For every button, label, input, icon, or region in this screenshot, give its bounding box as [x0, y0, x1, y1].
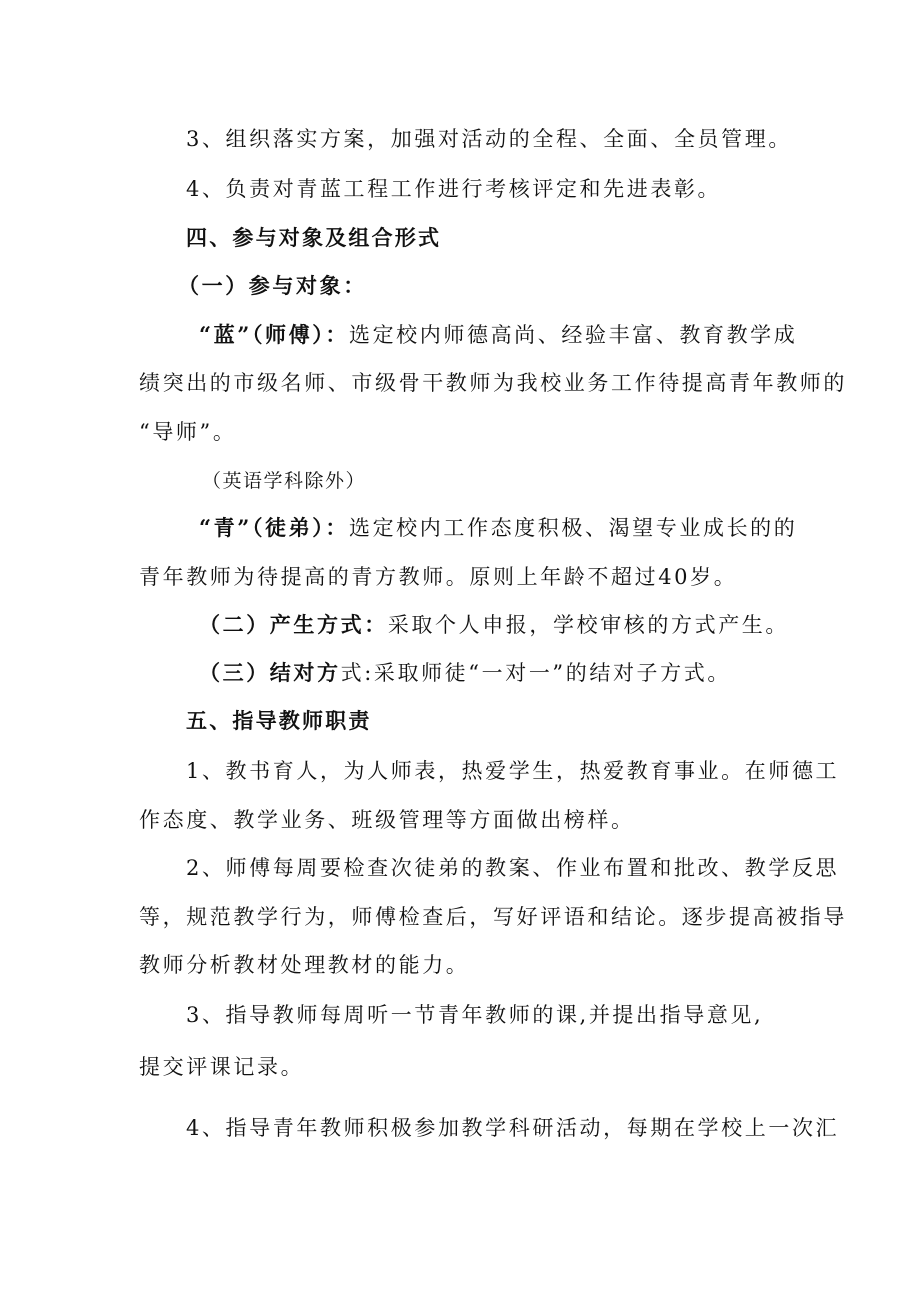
paragraph-responsibility-2-line-3: 教师分析教材处理教材的能力。 — [139, 953, 470, 977]
apprentice-text: 选定校内工作态度积极、渴望专业成长的的 — [348, 516, 798, 540]
paragraph-duty-3: 3、组织落实方案，加强对活动的全程、全面、全员管理。 — [186, 127, 792, 151]
section-heading-4: 四、参与对象及组合形式 — [186, 225, 442, 250]
paragraph-responsibility-1-line-2: 作态度、教学业务、班级管理等方面做出榜样。 — [139, 808, 635, 832]
paragraph-responsibility-2-line-2: 等，规范教学行为，师傅检查后，写好评语和结论。逐步提高被指导 — [139, 905, 847, 929]
paragraph-mentor-definition — [199, 320, 797, 350]
paragraph-duty-4: 4、负责对青蓝工程工作进行考核评定和先进表彰。 — [186, 177, 722, 201]
selection-text: 采取个人申报，学校审核的方式产生。 — [387, 613, 790, 637]
paragraph-pairing-method — [199, 658, 731, 688]
paragraph-apprentice-definition — [199, 513, 797, 543]
paragraph-responsibility-1: 1、教书育人，为人师表，热爱学生，热爱教育事业。在师德工 — [186, 759, 840, 783]
paragraph-mentor-line-2: 绩突出的市级名师、市级骨干教师为我校业务工作待提高青年教师的 — [139, 371, 847, 395]
paragraph-selection-method — [199, 610, 789, 640]
mentor-label: “蓝”（师傅）： — [199, 322, 349, 347]
paragraph-responsibility-3-line-2: 提交评课记录。 — [139, 1055, 305, 1079]
mentor-text: 选定校内师德高尚、经验丰富、教育教学成 — [348, 323, 798, 347]
paragraph-responsibility-3: 3、指导教师每周听一节青年教师的课,并提出指导意见, — [186, 1003, 764, 1027]
subheading-participants: （一）参与对象： — [178, 273, 367, 298]
apprentice-label: “青”（徒弟）： — [199, 515, 349, 540]
selection-label: （二）产生方式： — [199, 612, 388, 637]
pairing-text: 式:采取师徒“一对一”的结对子方式。 — [340, 661, 731, 685]
paragraph-responsibility-2: 2、师傅每周要检查次徒弟的教案、作业布置和批改、教学反思 — [186, 856, 840, 880]
paragraph-mentor-line-3: “导师”。 — [139, 420, 237, 444]
note-english-excluded: （英语学科除外） — [202, 470, 367, 492]
pairing-label: （三）结对方 — [199, 660, 341, 685]
paragraph-apprentice-line-2: 青年教师为待提高的青方教师。原则上年龄不超过40岁。 — [139, 565, 738, 589]
paragraph-responsibility-4: 4、指导青年教师积极参加教学科研活动，每期在学校上一次汇 — [186, 1116, 840, 1140]
section-heading-5: 五、指导教师职责 — [186, 708, 372, 733]
